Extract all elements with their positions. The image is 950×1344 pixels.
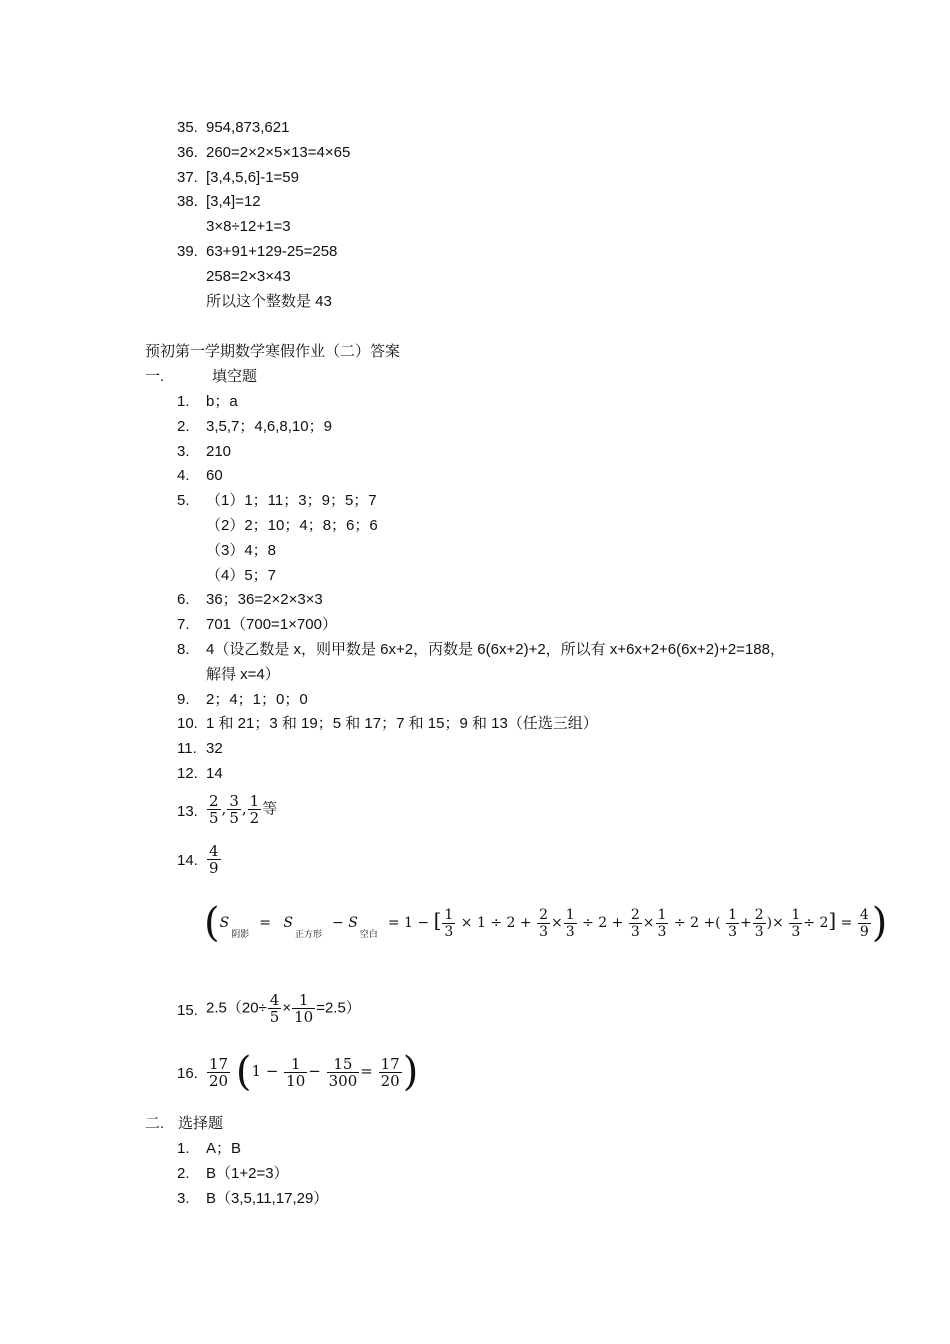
list-item <box>177 491 377 511</box>
list-item <box>177 442 232 462</box>
answer-text: 701（700=1×700） <box>206 616 337 634</box>
page-heading: 预初第一学期数学寒假作业（二）答案 <box>145 343 401 360</box>
item-number: 7. <box>177 616 190 634</box>
answer-text: 32 <box>206 740 223 758</box>
answer-text: 14 <box>206 765 223 782</box>
item-14-formula: ($S_{阴影}= S_{正方形}- S_{空白}= 1$ − [ $\frac{1}{3}$ × 1 ÷ 2 + $\frac{2}{3}$ × $\frac{1}{3}$ ÷ 2 + $\frac{2}{3}$ × $\frac{1}{3}$ ÷ 2 +( $\frac{1}{3}$ + $\frac{2}{3}$ )× $\frac{1}{3}$ ÷ 2] = $\frac{4}{9}$ ) <box>204 900 888 946</box>
answer-text: （2）2；10；4；8；6；6 <box>206 517 378 534</box>
list-item <box>177 392 238 412</box>
item-38 <box>177 192 261 212</box>
list-item <box>177 714 598 734</box>
item-number: 5. <box>177 492 190 510</box>
item-39 <box>177 242 338 262</box>
item-13-number: 13. <box>177 803 198 820</box>
list-item <box>177 640 785 660</box>
answer-text: （1）1；11；3；9；5；7 <box>206 492 377 510</box>
item-15-number: 15. <box>177 1002 198 1019</box>
item-number: 38. <box>177 193 198 210</box>
list-item <box>177 417 332 437</box>
list-item <box>177 690 308 710</box>
answer-text: （3）4；8 <box>206 541 277 559</box>
list-item <box>177 615 337 635</box>
item-13-answer: $\frac{2}{5}$ , $\frac{3}{5}$ , $\frac{1}{2}$ 等 <box>209 792 278 827</box>
answer-text: 2；4；1；0；0 <box>206 690 308 708</box>
item-number: 3. <box>177 1190 190 1207</box>
item-16-number: 16. <box>177 1065 198 1082</box>
answer-text: B（1+2=3） <box>206 1165 289 1182</box>
item-number: 1. <box>177 1140 190 1157</box>
list-item <box>177 466 223 486</box>
item-number: 2. <box>177 417 190 435</box>
section-title: 选择题 <box>178 1115 224 1132</box>
section-title: 填空题 <box>212 368 258 385</box>
answer-text: A；B <box>206 1140 242 1157</box>
item-number: 8. <box>177 641 190 658</box>
section-marker: 一. <box>145 368 165 385</box>
answer-text: 解得 x=4） <box>206 665 280 683</box>
item-14-number: 14. <box>177 852 198 869</box>
item-number: 36. <box>177 144 198 161</box>
answer-text: 63+91+129-25=258 <box>206 243 338 260</box>
answer-text: 210 <box>206 442 232 460</box>
item-15-answer: 2.5（20÷ $\frac{4}{5}$ × $\frac{1}{10}$ =2.5） <box>206 991 361 1026</box>
answer-text: B（3,5,11,17,29） <box>206 1190 329 1207</box>
item-number: 9. <box>177 690 190 708</box>
item-14-answer: $\frac{4}{9}$ <box>209 842 219 877</box>
list-item <box>177 590 323 610</box>
list-item <box>177 764 223 784</box>
answer-text: 260=2×2×5×13=4×65 <box>206 144 351 161</box>
answer-text: 4（设乙数是 x，则甲数是 6x+2，丙数是 6(6x+2)+2，所以有 x+6x+2+6(6x+2)+2=188， <box>206 641 785 658</box>
item-number: 37. <box>177 169 198 186</box>
item-number: 39. <box>177 243 198 260</box>
answer-text: （4）5；7 <box>206 566 277 584</box>
answer-text: 36；36=2×2×3×3 <box>206 591 323 609</box>
list-item <box>177 1164 289 1184</box>
item-number: 11. <box>177 740 197 758</box>
item-number: 6. <box>177 591 190 609</box>
section-marker: 二. <box>145 1115 165 1132</box>
list-item <box>177 1189 329 1209</box>
item-number: 3. <box>177 442 190 460</box>
item-36 <box>177 143 351 163</box>
answer-text: 954,873,621 <box>206 119 290 136</box>
item-number: 10. <box>177 715 198 733</box>
item-number: 12. <box>177 765 198 782</box>
item-35 <box>177 118 290 138</box>
item-16-answer: $\frac{17}{20}$ (1 − $\frac{1}{10}$ − $\frac{15}{300}$ = $\frac{17}{20}$ ) <box>209 1049 419 1095</box>
answer-text: 258=2×3×43 <box>206 268 291 285</box>
item-number: 2. <box>177 1165 190 1182</box>
item-37 <box>177 168 299 188</box>
item-number: 1. <box>177 393 190 410</box>
answer-text: 60 <box>206 467 223 485</box>
answer-text: 1 和 21；3 和 19；5 和 17；7 和 15；9 和 13（任选三组） <box>206 715 598 733</box>
answer-text: [3,4]=12 <box>206 193 261 210</box>
item-number: 4. <box>177 467 190 485</box>
answer-text: [3,4,5,6]-1=59 <box>206 169 299 186</box>
answer-text: 3,5,7；4,6,8,10；9 <box>206 417 332 435</box>
answer-text: 所以这个整数是 43 <box>206 293 332 310</box>
answer-text: 3×8÷12+1=3 <box>206 218 291 235</box>
list-item <box>177 739 223 759</box>
answer-text: b；a <box>206 393 238 410</box>
list-item <box>177 1139 242 1159</box>
item-number: 35. <box>177 119 198 136</box>
